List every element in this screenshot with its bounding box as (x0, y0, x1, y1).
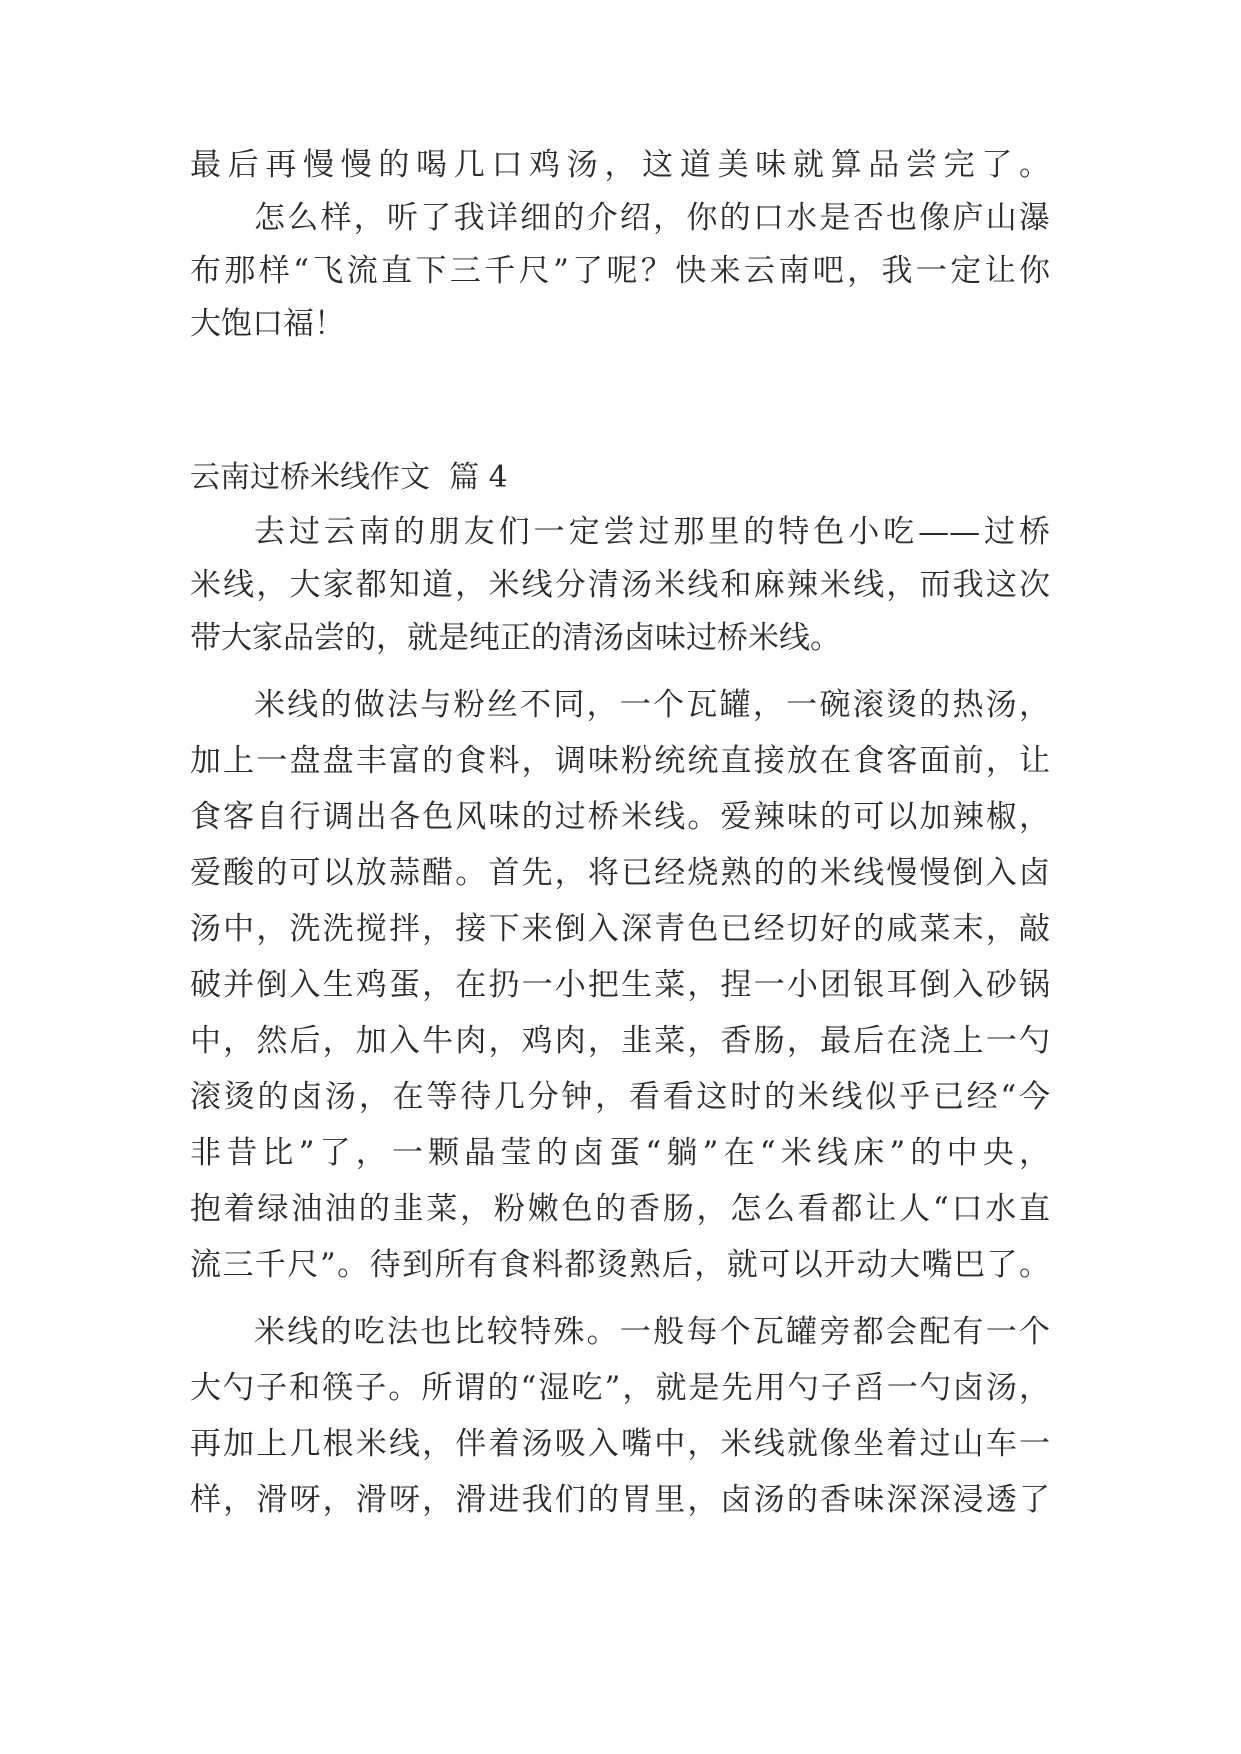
p3-line-1: 米线的吃法也比较特殊。一般每个瓦罐旁都会配有一个 (254, 1314, 1050, 1350)
previous-section-last-line: 最后再慢慢的喝几口鸡汤，这道美味就算品尝完了。 (190, 147, 1050, 183)
p2-line-10: 抱着绿油油的韭菜，粉嫩色的香肠，怎么看都让人“口水直 (190, 1191, 1050, 1227)
p1-line-2: 米线，大家都知道，米线分清汤米线和麻辣米线，而我这次 (190, 567, 1050, 603)
p2-line-6: 破并倒入生鸡蛋，在扔一小把生菜，捏一小团银耳倒入砂锅 (190, 967, 1050, 1003)
conclusion-line-1: 怎么样，听了我详细的介绍，你的口水是否也像庐山瀑 (254, 200, 1050, 236)
p2-line-5: 汤中，洗洗搅拌，接下来倒入深青色已经切好的咸菜末，敲 (190, 911, 1050, 947)
p2-line-7: 中，然后，加入牛肉，鸡肉，韭菜，香肠，最后在浇上一勺 (190, 1023, 1050, 1059)
conclusion-line-2: 布那样“飞流直下三千尺”了呢？快来云南吧，我一定让你 (190, 253, 1050, 289)
p1-line-1: 去过云南的朋友们一定尝过那里的特色小吃——过桥 (254, 514, 1050, 550)
p3-line-2: 大勺子和筷子。所谓的“湿吃”，就是先用勺子舀一勺卤汤， (190, 1370, 1050, 1406)
p3-line-4: 样，滑呀，滑呀，滑进我们的胃里，卤汤的香味深深浸透了 (190, 1482, 1050, 1518)
conclusion-line-3: 大饱口福！ (190, 306, 345, 342)
p2-line-4: 爱酸的可以放蒜醋。首先，将已经烧熟的的米线慢慢倒入卤 (190, 855, 1050, 891)
p3-line-3: 再加上几根米线，伴着汤吸入嘴中，米线就像坐着过山车一 (190, 1426, 1050, 1462)
p2-line-2: 加上一盘盘丰富的食料，调味粉统统直接放在食客面前，让 (190, 743, 1050, 779)
p1-line-3: 带大家品尝的，就是纯正的清汤卤味过桥米线。 (190, 620, 841, 656)
p2-line-9: 非昔比”了，一颗晶莹的卤蛋“躺”在“米线床”的中央， (190, 1135, 1050, 1171)
p2-line-11: 流三千尺”。待到所有食料都烫熟后，就可以开动大嘴巴了。 (190, 1247, 1050, 1283)
p2-line-3: 食客自行调出各色风味的过桥米线。爱辣味的可以加辣椒， (190, 799, 1050, 835)
p2-line-8: 滚烫的卤汤，在等待几分钟，看看这时的米线似乎已经“今 (190, 1079, 1050, 1115)
p2-line-1: 米线的做法与粉丝不同，一个瓦罐，一碗滚烫的热汤， (254, 687, 1050, 723)
section-title: 云南过桥米线作文 篇 4 (190, 460, 508, 495)
